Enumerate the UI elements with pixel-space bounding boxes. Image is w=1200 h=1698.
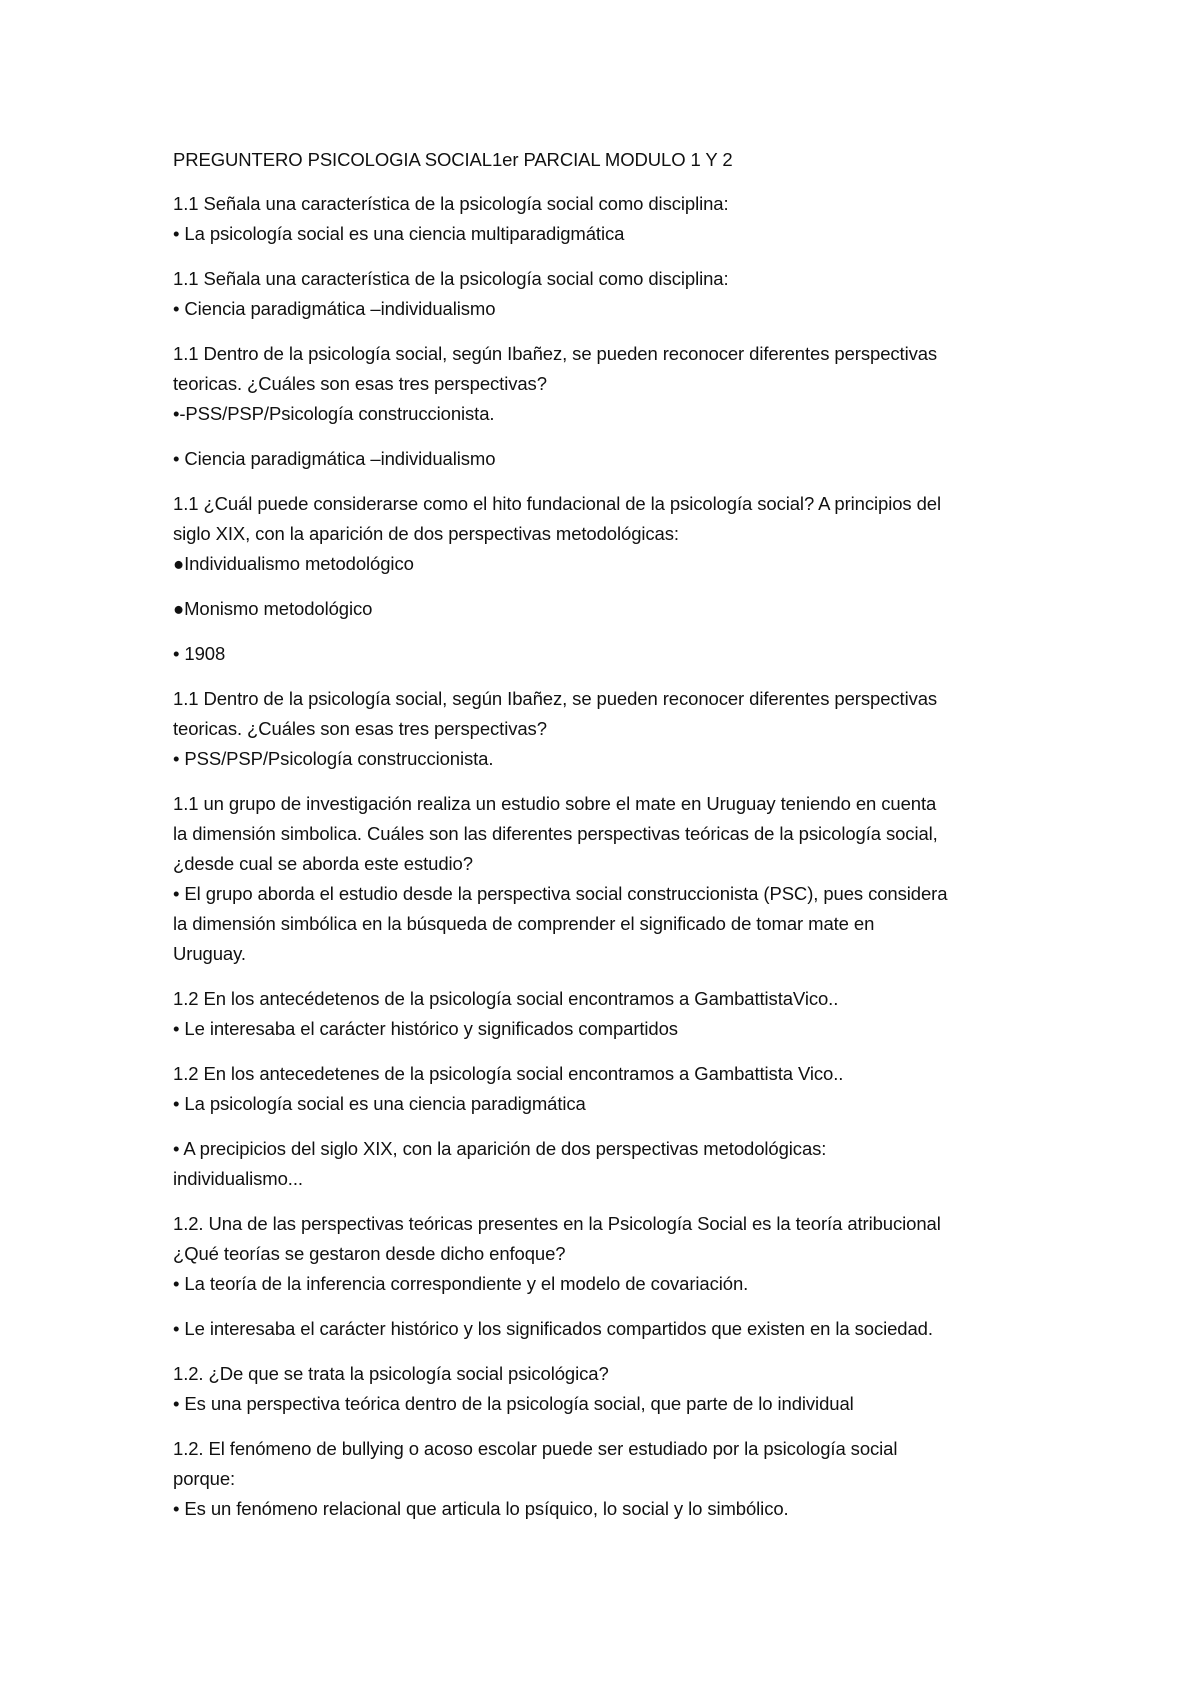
text-line: • PSS/PSP/Psicología construccionista. bbox=[173, 748, 494, 769]
text-line: 1.2 En los antecédetenos de la psicología social encontramos a GambattistaVico.. bbox=[173, 988, 839, 1009]
text-line: 1.1 Dentro de la psicología social, según Ibañez, se pueden reconocer diferentes perspectivas bbox=[173, 343, 938, 364]
text-line: • El grupo aborda el estudio desde la perspectiva social construccionista (PSC), pues considera bbox=[173, 883, 948, 904]
question-block bbox=[173, 264, 1053, 324]
question-block bbox=[173, 789, 1053, 969]
question-block bbox=[173, 1434, 1053, 1524]
question-block bbox=[173, 1209, 1053, 1299]
text-line: 1.1 Señala una característica de la psicología social como disciplina: bbox=[173, 268, 729, 289]
paragraph-list bbox=[173, 189, 1053, 1524]
text-line: • 1908 bbox=[173, 643, 226, 664]
text-line: Uruguay. bbox=[173, 943, 246, 964]
question-block bbox=[173, 1059, 1053, 1119]
text-line: • Es una perspectiva teórica dentro de la psicología social, que parte de lo individual bbox=[173, 1393, 854, 1414]
text-line: ●Individualismo metodológico bbox=[173, 553, 414, 574]
text-line: individualismo... bbox=[173, 1168, 303, 1189]
text-line: •-PSS/PSP/Psicología construccionista. bbox=[173, 403, 495, 424]
question-block bbox=[173, 444, 1053, 474]
question-block bbox=[173, 1314, 1053, 1344]
text-line: • Ciencia paradigmática –individualismo bbox=[173, 448, 496, 469]
question-block bbox=[173, 1134, 1053, 1194]
text-line: porque: bbox=[173, 1468, 236, 1489]
text-line: • Le interesaba el carácter histórico y significados compartidos bbox=[173, 1018, 678, 1039]
page-title: PREGUNTERO PSICOLOGIA SOCIAL1er PARCIAL MODULO 1 Y 2 bbox=[173, 149, 733, 170]
question-block bbox=[173, 339, 1053, 429]
question-block bbox=[173, 984, 1053, 1044]
text-line: 1.2. ¿De que se trata la psicología social psicológica? bbox=[173, 1363, 609, 1384]
question-block bbox=[173, 489, 1053, 579]
text-line: • Ciencia paradigmática –individualismo bbox=[173, 298, 496, 319]
text-line: siglo XIX, con la aparición de dos perspectivas metodológicas: bbox=[173, 523, 679, 544]
text-line: la dimensión simbólica en la búsqueda de comprender el significado de tomar mate en bbox=[173, 913, 875, 934]
text-line: teoricas. ¿Cuáles son esas tres perspectivas? bbox=[173, 718, 547, 739]
text-line: 1.2. Una de las perspectivas teóricas presentes en la Psicología Social es la teoría atribucional bbox=[173, 1213, 941, 1234]
text-line: • La teoría de la inferencia correspondiente y el modelo de covariación. bbox=[173, 1273, 749, 1294]
text-line: • La psicología social es una ciencia paradigmática bbox=[173, 1093, 586, 1114]
text-line: 1.2. El fenómeno de bullying o acoso escolar puede ser estudiado por la psicología social bbox=[173, 1438, 898, 1459]
text-line: • Le interesaba el carácter histórico y los significados compartidos que existen en la sociedad. bbox=[173, 1318, 933, 1339]
text-line: 1.1 Dentro de la psicología social, según Ibañez, se pueden reconocer diferentes perspectivas bbox=[173, 688, 938, 709]
text-line: ¿Qué teorías se gestaron desde dicho enfoque? bbox=[173, 1243, 566, 1264]
text-line: 1.2 En los antecedetenes de la psicología social encontramos a Gambattista Vico.. bbox=[173, 1063, 844, 1084]
question-block bbox=[173, 1359, 1053, 1419]
text-line: la dimensión simbolica. Cuáles son las diferentes perspectivas teóricas de la psicología social, bbox=[173, 823, 938, 844]
question-block bbox=[173, 639, 1053, 669]
document-body bbox=[173, 145, 1053, 1539]
text-line: ¿desde cual se aborda este estudio? bbox=[173, 853, 473, 874]
question-block bbox=[173, 594, 1053, 624]
text-line: teoricas. ¿Cuáles son esas tres perspectivas? bbox=[173, 373, 547, 394]
question-block bbox=[173, 684, 1053, 774]
text-line: 1.1 ¿Cuál puede considerarse como el hito fundacional de la psicología social? A principios del bbox=[173, 493, 941, 514]
text-line: 1.1 Señala una característica de la psicología social como disciplina: bbox=[173, 193, 729, 214]
text-line: • Es un fenómeno relacional que articula lo psíquico, lo social y lo simbólico. bbox=[173, 1498, 789, 1519]
text-line: ●Monismo metodológico bbox=[173, 598, 373, 619]
text-line: 1.1 un grupo de investigación realiza un estudio sobre el mate en Uruguay teniendo en cuenta bbox=[173, 793, 937, 814]
text-line: • La psicología social es una ciencia multiparadigmática bbox=[173, 223, 625, 244]
question-block bbox=[173, 189, 1053, 249]
text-line: • A precipicios del siglo XIX, con la aparición de dos perspectivas metodológicas: bbox=[173, 1138, 827, 1159]
